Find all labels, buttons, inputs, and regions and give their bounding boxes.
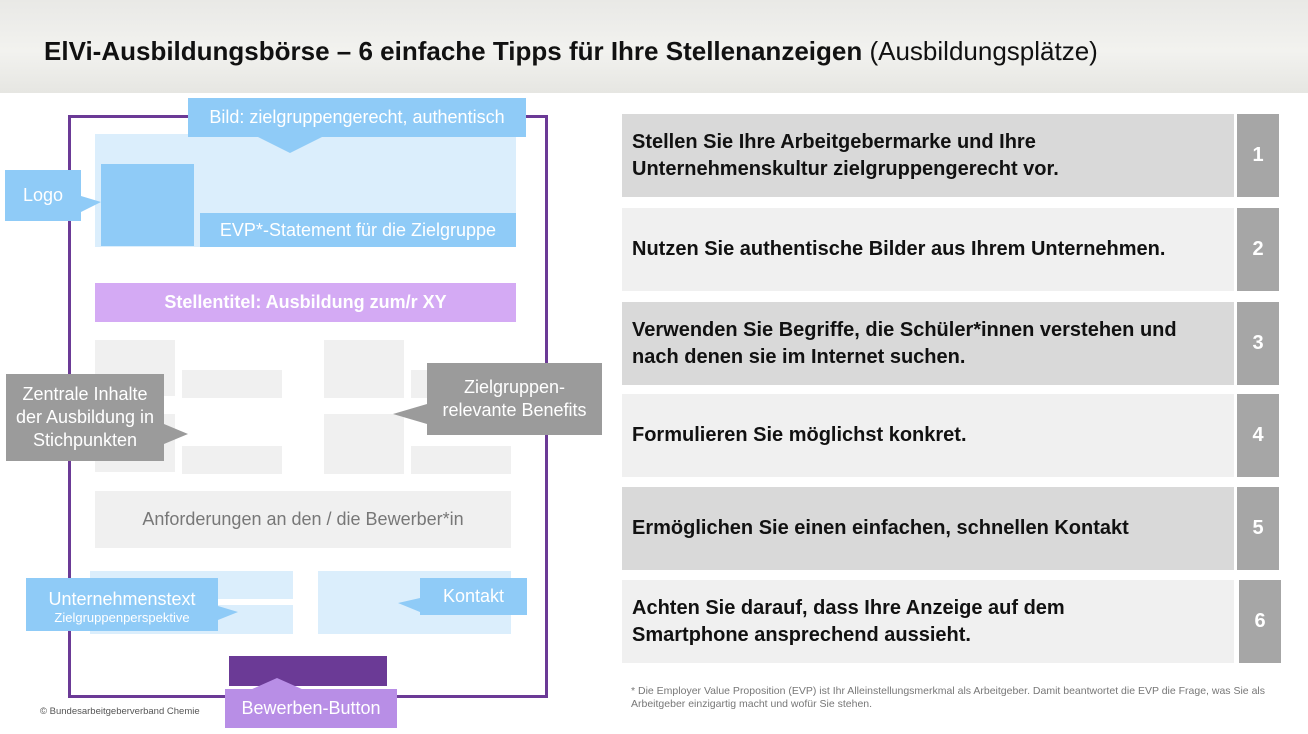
page-title (44, 36, 1098, 67)
tip-2: Nutzen Sie authentische Bilder aus Ihrem Unternehmen. (622, 208, 1234, 291)
requirements-box: Anforderungen an den / die Bewerber*in (95, 491, 511, 548)
tip-2-number: 2 (1237, 208, 1279, 291)
tip-1: Stellen Sie Ihre Arbeitgebermarke und Ihre Unternehmenskultur zielgruppengerecht vor. (622, 114, 1234, 197)
core-content-callout: Zentrale Inhalte der Ausbildung in Stichpunkten (6, 374, 164, 461)
logo-placeholder (101, 164, 194, 246)
core-content-callout-pointer (164, 424, 188, 444)
content-block (182, 370, 282, 398)
tip-1-number: 1 (1237, 114, 1279, 197)
tip-4-number: 4 (1237, 394, 1279, 477)
copyright: © Bundesarbeitgeberverband Chemie (40, 706, 200, 717)
company-text-callout-sub: Zielgruppenperspektive (54, 610, 190, 625)
company-text-callout-pointer (218, 606, 238, 620)
footnote: * Die Employer Value Proposition (EVP) ist Ihr Alleinstellungsmerkmal als Arbeitgeber. Damit beantwortet die EVP die Frage, was Sie als Arbeitgeber einzigartig macht und wofür Sie stehen. (631, 685, 1265, 710)
logo-callout-pointer (81, 196, 101, 212)
company-text-callout (26, 578, 218, 631)
tip-3-number: 3 (1237, 302, 1279, 385)
page-title-main: ElVi-Ausbildungsbörse – 6 einfache Tipps für Ihre Stellenanzeigen (44, 36, 863, 66)
tip-6: Achten Sie darauf, dass Ihre Anzeige auf dem Smartphone ansprechend aussieht. (622, 580, 1234, 663)
benefits-callout-pointer (393, 404, 427, 424)
tip-3: Verwenden Sie Begriffe, die Schüler*innen verstehen und nach denen sie im Internet suchen. (622, 302, 1234, 385)
job-title-bar: Stellentitel: Ausbildung zum/r XY (95, 283, 516, 322)
evp-statement-box: EVP*-Statement für die Zielgruppe (200, 213, 516, 247)
tip-5-number: 5 (1237, 487, 1279, 570)
benefits-callout: Zielgruppen-relevante Benefits (427, 363, 602, 435)
page-title-sub: (Ausbildungsplätze) (869, 36, 1098, 66)
company-text-callout-title: Unternehmenstext (48, 589, 196, 609)
tip-6-number: 6 (1239, 580, 1281, 663)
content-block (182, 446, 282, 474)
logo-callout: Logo (5, 170, 81, 221)
content-block (411, 446, 511, 474)
tip-5: Ermöglichen Sie einen einfachen, schnellen Kontakt (622, 487, 1234, 570)
image-callout: Bild: zielgruppengerecht, authentisch (188, 98, 526, 137)
apply-button-callout: Bewerben-Button (225, 689, 397, 728)
contact-callout: Kontakt (420, 578, 527, 615)
tip-4: Formulieren Sie möglichst konkret. (622, 394, 1234, 477)
content-block (324, 340, 404, 398)
image-callout-pointer (258, 137, 322, 153)
content-block (324, 414, 404, 474)
contact-callout-pointer (398, 598, 420, 612)
